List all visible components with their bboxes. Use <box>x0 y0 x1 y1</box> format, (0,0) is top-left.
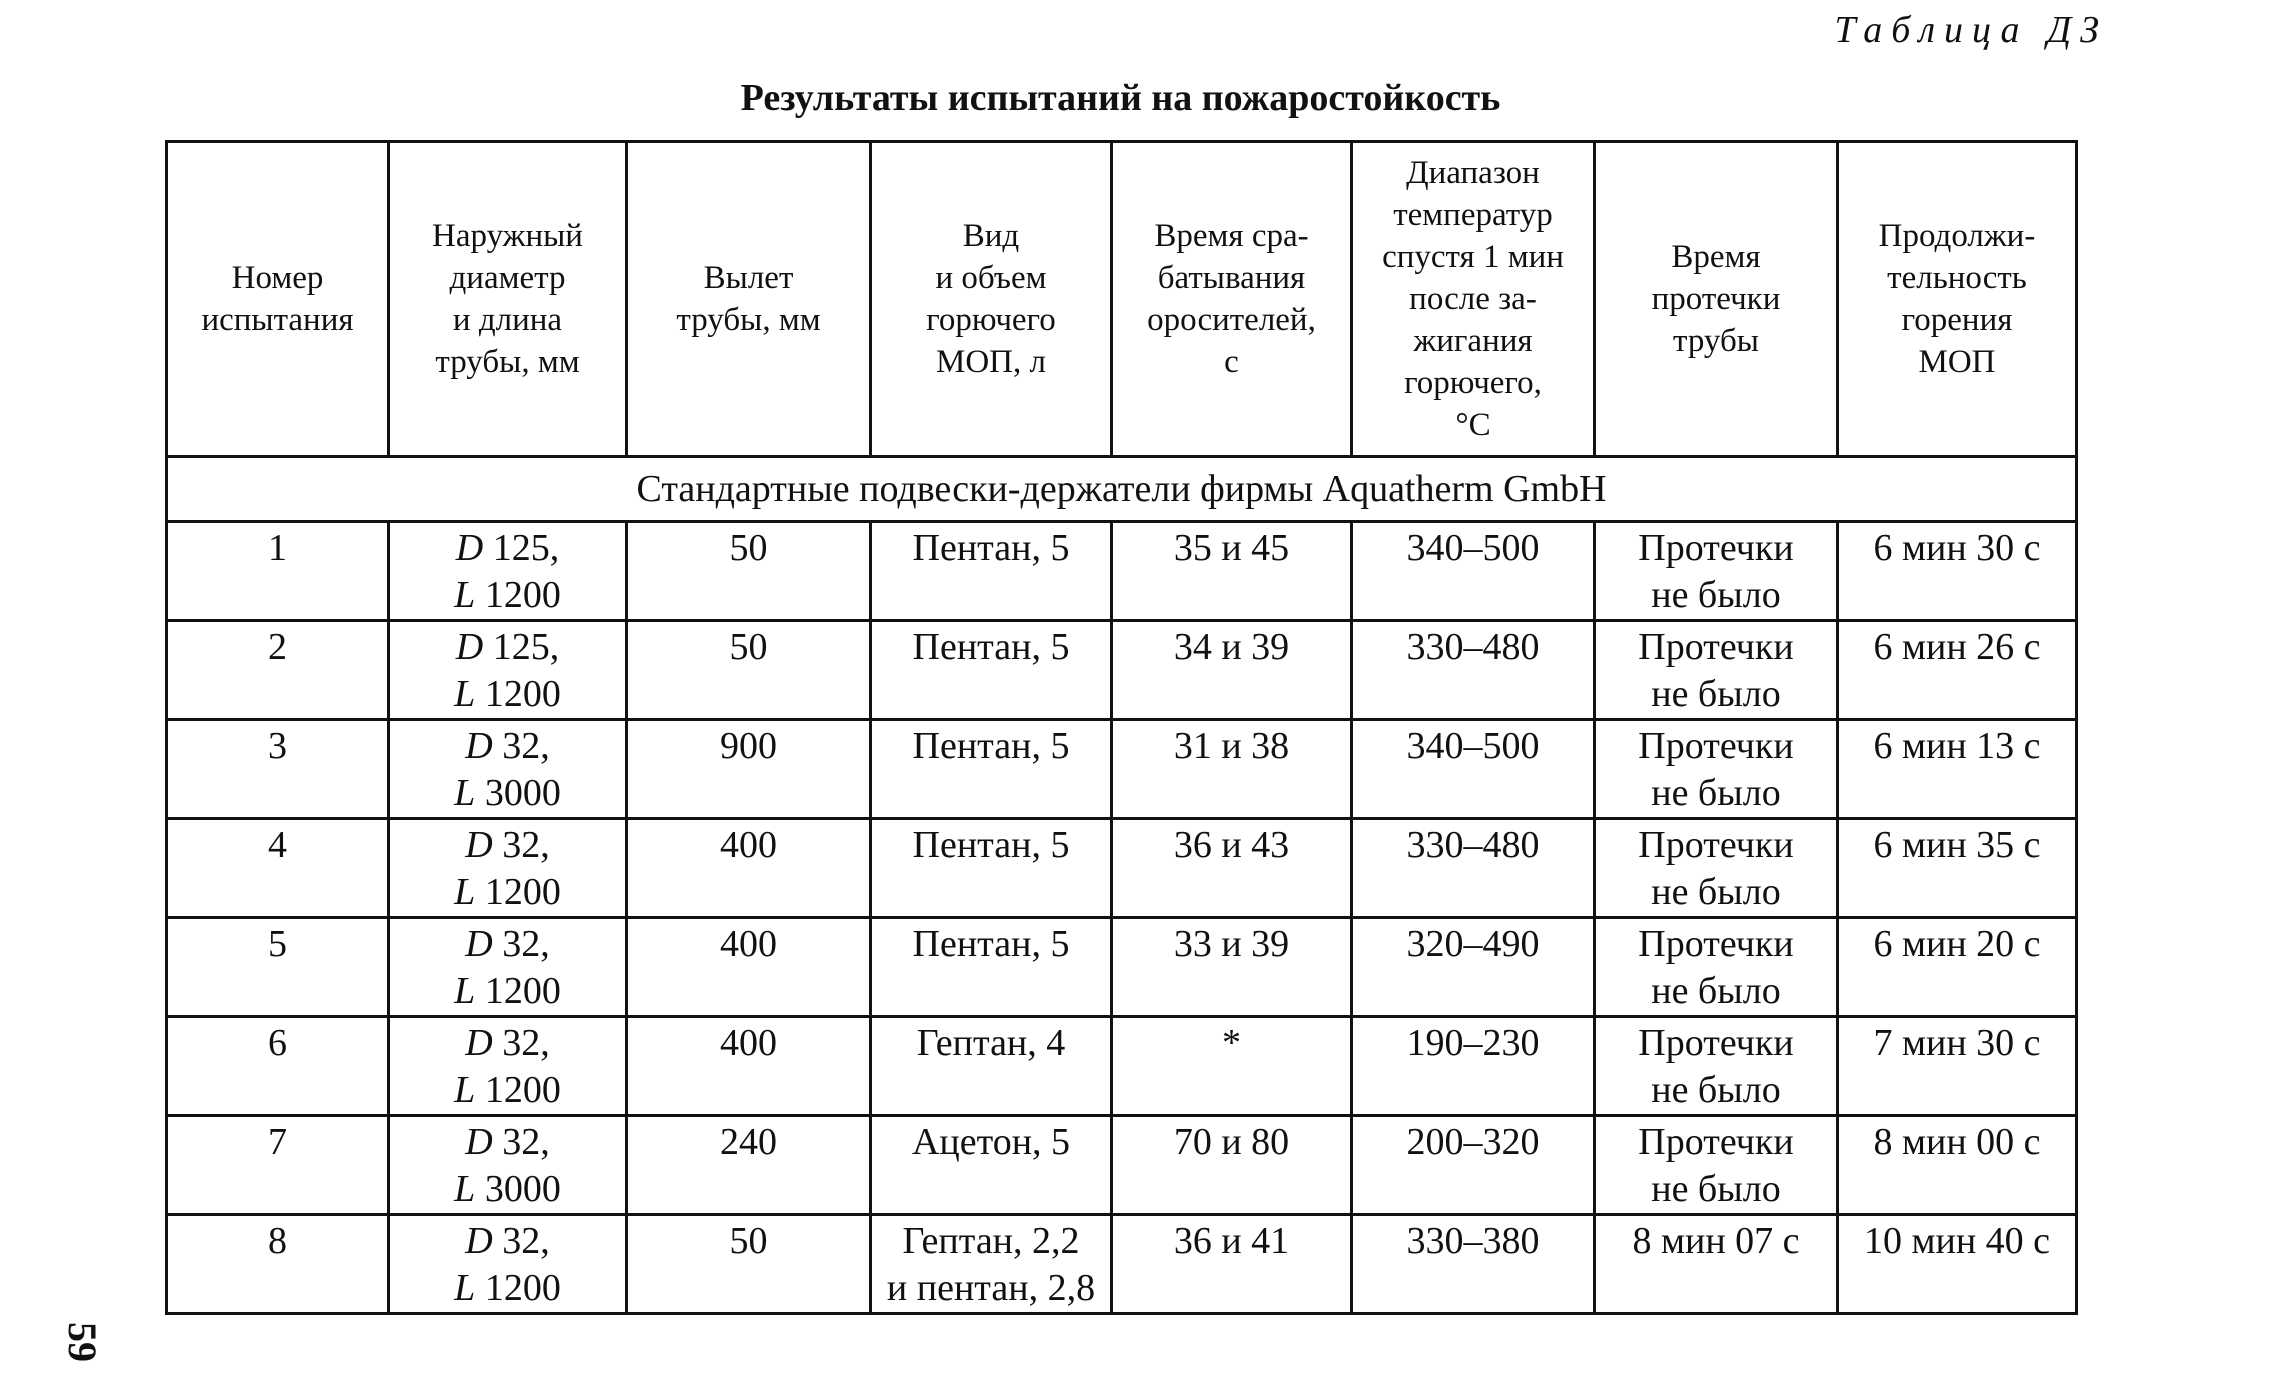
cell-pipe-size <box>389 1017 627 1116</box>
header-line: и длина <box>452 302 563 338</box>
cell-fuel <box>871 1017 1112 1116</box>
cell-pipe-offset: 400 <box>627 1017 871 1116</box>
pipe-diameter-value: 32, <box>502 1022 550 1064</box>
header-line: Продолжи- <box>1878 218 2036 254</box>
header-sprinkler-time <box>1112 142 1352 457</box>
cell-fuel <box>871 918 1112 1017</box>
cell-burn-duration: 6 мин 30 с <box>1838 522 2077 621</box>
cell-pipe-size <box>389 1215 627 1314</box>
cell-fuel <box>871 522 1112 621</box>
cell-leak <box>1595 1116 1838 1215</box>
pipe-diameter-symbol: D <box>455 527 484 569</box>
header-line: и объем <box>935 260 1047 296</box>
header-leak-time <box>1595 142 1838 457</box>
pipe-diameter-symbol: D <box>455 626 484 668</box>
header-line: с <box>1224 344 1239 380</box>
cell-burn-duration: 10 мин 40 с <box>1838 1215 2077 1314</box>
table-row <box>167 621 2077 720</box>
cell-burn-duration: 6 мин 26 с <box>1838 621 2077 720</box>
cell-burn-duration: 7 мин 30 с <box>1838 1017 2077 1116</box>
cell-test-number: 3 <box>167 720 389 819</box>
cell-fuel-line: Пентан, 5 <box>912 725 1070 767</box>
cell-leak <box>1595 522 1838 621</box>
pipe-length-symbol: L <box>454 970 476 1012</box>
cell-temp-range: 340–500 <box>1352 522 1595 621</box>
cell-leak-line: не было <box>1651 871 1781 913</box>
cell-fuel <box>871 1116 1112 1215</box>
pipe-diameter <box>394 525 621 572</box>
cell-temp-range: 320–490 <box>1352 918 1595 1017</box>
cell-pipe-size <box>389 819 627 918</box>
cell-test-number: 5 <box>167 918 389 1017</box>
cell-fuel <box>871 621 1112 720</box>
cell-fuel-line: Гептан, 4 <box>916 1022 1066 1064</box>
cell-sprinkler-time: 70 и 80 <box>1112 1116 1352 1215</box>
cell-fuel <box>871 720 1112 819</box>
table-row <box>167 1215 2077 1314</box>
pipe-length-symbol: L <box>454 1069 476 1111</box>
pipe-diameter-value: 32, <box>502 1121 550 1163</box>
table-row <box>167 1017 2077 1116</box>
pipe-length-value: 3000 <box>484 1168 561 1210</box>
cell-leak-line: не было <box>1651 772 1781 814</box>
cell-fuel-line: и пентан, 2,8 <box>886 1267 1096 1309</box>
header-temp-range <box>1352 142 1595 457</box>
cell-fuel-line: Гептан, 2,2 <box>902 1220 1080 1262</box>
pipe-diameter-value: 32, <box>502 725 550 767</box>
table-row <box>167 918 2077 1017</box>
cell-leak-line: Протечки <box>1638 1121 1794 1163</box>
cell-fuel-line: Пентан, 5 <box>912 923 1070 965</box>
cell-pipe-size <box>389 720 627 819</box>
header-line: трубы <box>1673 323 1759 359</box>
cell-burn-duration: 8 мин 00 с <box>1838 1116 2077 1215</box>
cell-leak-line: Протечки <box>1638 527 1794 569</box>
section-title: Стандартные подвески-держатели фирмы Aquatherm GmbH <box>167 457 2077 522</box>
cell-leak <box>1595 819 1838 918</box>
cell-fuel <box>871 819 1112 918</box>
cell-temp-range: 340–500 <box>1352 720 1595 819</box>
header-row <box>167 142 2077 457</box>
cell-sprinkler-time: 34 и 39 <box>1112 621 1352 720</box>
header-line: горения <box>1901 302 2013 338</box>
pipe-diameter <box>394 624 621 671</box>
pipe-length-value: 1200 <box>484 574 561 616</box>
header-line: трубы, мм <box>676 302 821 338</box>
cell-leak-line: не было <box>1651 673 1781 715</box>
cell-leak-line: Протечки <box>1638 824 1794 866</box>
header-line: МОП <box>1918 344 1996 380</box>
pipe-diameter-value: 125, <box>492 527 560 569</box>
pipe-diameter-value: 32, <box>502 923 550 965</box>
cell-pipe-size <box>389 522 627 621</box>
pipe-diameter-symbol: D <box>465 824 493 866</box>
header-line: спустя 1 мин <box>1382 239 1564 275</box>
pipe-length-value: 1200 <box>484 1267 561 1309</box>
header-line: протечки <box>1651 281 1781 317</box>
header-line: температур <box>1393 197 1553 233</box>
pipe-length-value: 1200 <box>484 970 561 1012</box>
header-line: горючего, <box>1404 365 1542 401</box>
cell-test-number: 2 <box>167 621 389 720</box>
cell-test-number: 7 <box>167 1116 389 1215</box>
pipe-length <box>394 869 621 916</box>
page-title: Результаты испытаний на пожаростойкость <box>740 77 1501 119</box>
pipe-length-value: 1200 <box>484 1069 561 1111</box>
cell-test-number: 8 <box>167 1215 389 1314</box>
cell-leak <box>1595 1017 1838 1116</box>
header-line: трубы, мм <box>435 344 580 380</box>
cell-leak <box>1595 720 1838 819</box>
pipe-diameter-symbol: D <box>465 1220 493 1262</box>
cell-burn-duration: 6 мин 13 с <box>1838 720 2077 819</box>
pipe-length-symbol: L <box>454 673 476 715</box>
section-row <box>167 457 2077 522</box>
cell-fuel-line: Пентан, 5 <box>912 626 1070 668</box>
header-line: Вид <box>962 218 1020 254</box>
pipe-length <box>394 770 621 817</box>
cell-pipe-size <box>389 621 627 720</box>
cell-pipe-offset: 900 <box>627 720 871 819</box>
header-line: оросителей, <box>1147 302 1316 338</box>
pipe-length-symbol: L <box>454 772 476 814</box>
cell-leak <box>1595 621 1838 720</box>
cell-test-number: 1 <box>167 522 389 621</box>
cell-temp-range: 330–380 <box>1352 1215 1595 1314</box>
cell-temp-range: 190–230 <box>1352 1017 1595 1116</box>
pipe-diameter <box>394 1020 621 1067</box>
cell-test-number: 6 <box>167 1017 389 1116</box>
table-row <box>167 1116 2077 1215</box>
cell-fuel-line: Ацетон, 5 <box>911 1121 1071 1163</box>
header-fuel <box>871 142 1112 457</box>
cell-fuel <box>871 1215 1112 1314</box>
cell-burn-duration: 6 мин 35 с <box>1838 819 2077 918</box>
pipe-length-symbol: L <box>454 574 476 616</box>
pipe-length-value: 1200 <box>484 871 561 913</box>
header-line: батывания <box>1157 260 1306 296</box>
header-line: жигания <box>1413 323 1533 359</box>
pipe-length <box>394 671 621 718</box>
header-line: °С <box>1455 407 1491 443</box>
header-line: диаметр <box>449 260 566 296</box>
cell-sprinkler-time: * <box>1112 1017 1352 1116</box>
cell-burn-duration: 6 мин 20 с <box>1838 918 2077 1017</box>
cell-fuel-line: Пентан, 5 <box>912 527 1070 569</box>
cell-leak-line: не было <box>1651 1069 1781 1111</box>
pipe-diameter <box>394 822 621 869</box>
pipe-length-symbol: L <box>454 1267 476 1309</box>
cell-leak-line: Протечки <box>1638 1022 1794 1064</box>
header-line: тельность <box>1887 260 2027 296</box>
cell-temp-range: 200–320 <box>1352 1116 1595 1215</box>
cell-pipe-offset: 50 <box>627 522 871 621</box>
table-row <box>167 819 2077 918</box>
pipe-length <box>394 1265 621 1312</box>
cell-pipe-size <box>389 918 627 1017</box>
pipe-length <box>394 1166 621 1213</box>
header-test-number <box>167 142 389 457</box>
cell-leak-line: Протечки <box>1638 923 1794 965</box>
cell-leak-line: не было <box>1651 1168 1781 1210</box>
pipe-length-symbol: L <box>454 1168 476 1210</box>
pipe-diameter-value: 125, <box>492 626 560 668</box>
pipe-diameter-symbol: D <box>465 923 493 965</box>
cell-sprinkler-time: 31 и 38 <box>1112 720 1352 819</box>
header-line: Наружный <box>432 218 583 254</box>
header-pipe-offset <box>627 142 871 457</box>
header-line: Вылет <box>703 260 794 296</box>
pipe-diameter-value: 32, <box>502 1220 550 1262</box>
cell-pipe-offset: 400 <box>627 819 871 918</box>
pipe-diameter <box>394 1218 621 1265</box>
pipe-diameter <box>394 1119 621 1166</box>
cell-leak-line: Протечки <box>1638 725 1794 767</box>
cell-sprinkler-time: 36 и 43 <box>1112 819 1352 918</box>
cell-leak-line: не было <box>1651 970 1781 1012</box>
results-table <box>165 140 2078 1315</box>
header-burn-duration <box>1838 142 2077 457</box>
pipe-length-value: 3000 <box>484 772 561 814</box>
table-row <box>167 720 2077 819</box>
pipe-length-symbol: L <box>454 871 476 913</box>
pipe-length <box>394 1067 621 1114</box>
table-row <box>167 522 2077 621</box>
pipe-diameter <box>394 723 621 770</box>
cell-pipe-offset: 240 <box>627 1116 871 1215</box>
header-pipe-size <box>389 142 627 457</box>
cell-sprinkler-time: 36 и 41 <box>1112 1215 1352 1314</box>
pipe-diameter-symbol: D <box>465 1022 493 1064</box>
cell-pipe-offset: 400 <box>627 918 871 1017</box>
header-line: Время <box>1671 239 1761 275</box>
cell-sprinkler-time: 33 и 39 <box>1112 918 1352 1017</box>
cell-leak-line: не было <box>1651 574 1781 616</box>
cell-temp-range: 330–480 <box>1352 819 1595 918</box>
cell-sprinkler-time: 35 и 45 <box>1112 522 1352 621</box>
table-label: Таблица ДЗ <box>1834 9 2108 51</box>
pipe-diameter-symbol: D <box>465 725 493 767</box>
pipe-diameter <box>394 921 621 968</box>
pipe-length <box>394 572 621 619</box>
cell-leak-line: Протечки <box>1638 626 1794 668</box>
cell-pipe-offset: 50 <box>627 1215 871 1314</box>
cell-leak-line: 8 мин 07 с <box>1632 1220 1800 1262</box>
header-line: Диапазон <box>1406 155 1540 191</box>
cell-leak <box>1595 1215 1838 1314</box>
pipe-diameter-symbol: D <box>465 1121 493 1163</box>
cell-leak <box>1595 918 1838 1017</box>
cell-test-number: 4 <box>167 819 389 918</box>
header-line: испытания <box>201 302 354 338</box>
pipe-length <box>394 968 621 1015</box>
page-number: 59 <box>60 1322 105 1362</box>
pipe-length-value: 1200 <box>484 673 561 715</box>
header-line: горючего <box>926 302 1056 338</box>
cell-pipe-size <box>389 1116 627 1215</box>
cell-temp-range: 330–480 <box>1352 621 1595 720</box>
pipe-diameter-value: 32, <box>502 824 550 866</box>
header-line: МОП, л <box>936 344 1046 380</box>
header-line: Номер <box>231 260 324 296</box>
cell-fuel-line: Пентан, 5 <box>912 824 1070 866</box>
header-line: Время сра- <box>1154 218 1309 254</box>
header-line: после за- <box>1409 281 1537 317</box>
cell-pipe-offset: 50 <box>627 621 871 720</box>
